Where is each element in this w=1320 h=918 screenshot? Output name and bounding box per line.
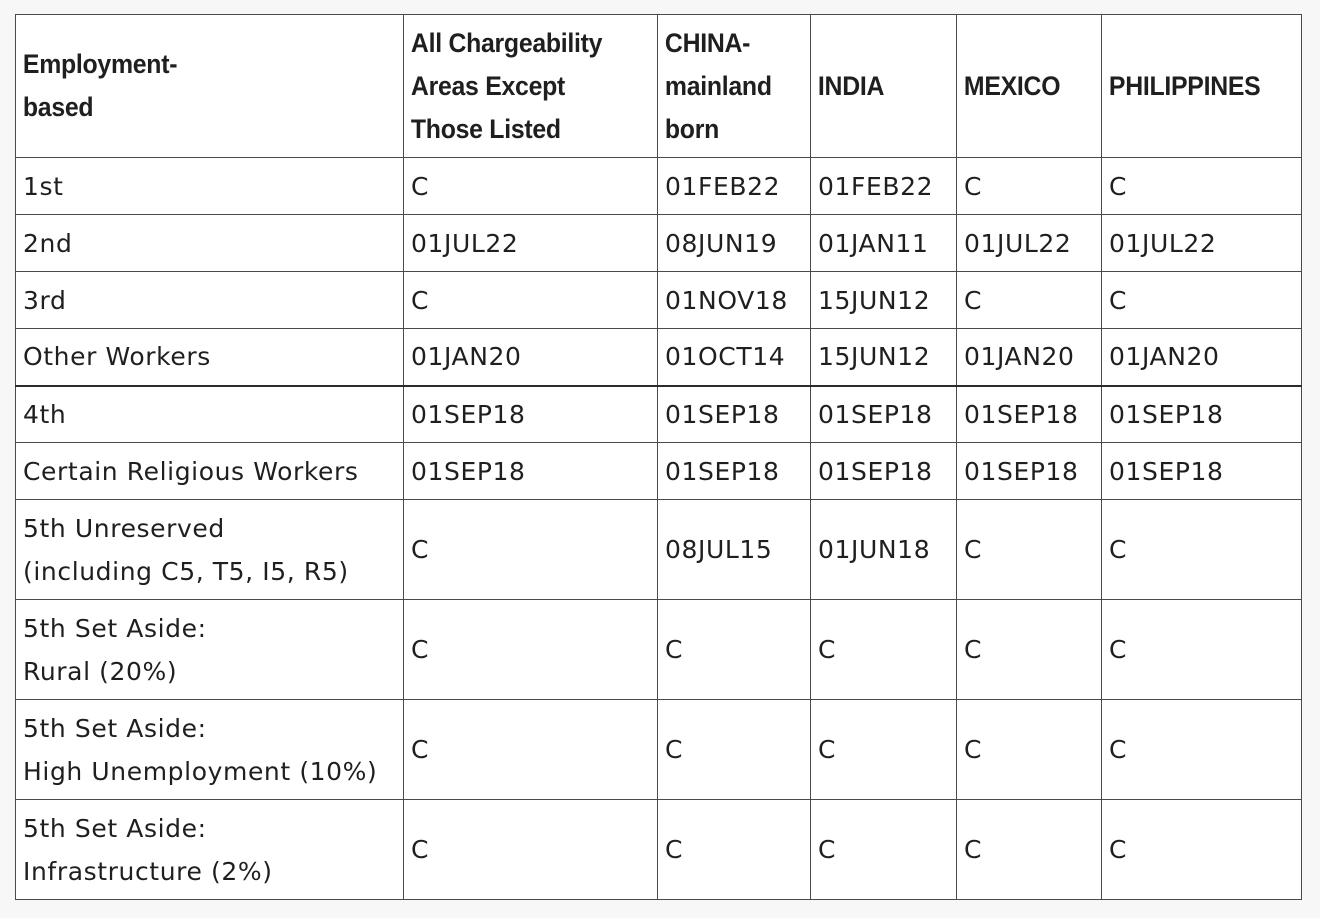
table-cell: 01SEP18 bbox=[811, 386, 957, 443]
table-cell: C bbox=[957, 500, 1102, 600]
table-cell: C bbox=[658, 600, 811, 700]
header-text-line: Employment- bbox=[22, 49, 177, 79]
table-cell: 01JUL22 bbox=[404, 215, 658, 272]
table-row bbox=[16, 500, 1302, 600]
row-label-line: 5th Unreserved bbox=[23, 513, 225, 543]
header-text-line: born bbox=[664, 113, 719, 144]
table-cell: 01JAN20 bbox=[1102, 329, 1302, 386]
table-cell: C bbox=[404, 600, 658, 700]
table-cell: C bbox=[404, 700, 658, 800]
row-label-line: High Unemployment (10%) bbox=[23, 756, 378, 786]
table-cell: C bbox=[957, 700, 1102, 800]
table-cell: 01SEP18 bbox=[957, 386, 1102, 443]
table-cell: C bbox=[1102, 272, 1302, 329]
table-cell: C bbox=[811, 700, 957, 800]
column-header-mexico bbox=[957, 15, 1090, 158]
row-label-cell bbox=[16, 386, 404, 443]
row-label-line: 5th Set Aside: bbox=[23, 813, 207, 843]
table-cell: C bbox=[811, 600, 957, 700]
table-cell: 01SEP18 bbox=[957, 443, 1102, 500]
table-cell: C bbox=[957, 800, 1102, 900]
table-cell: 08JUN19 bbox=[658, 215, 811, 272]
header-text-line: INDIA bbox=[817, 70, 884, 101]
row-label-line: 4th bbox=[23, 399, 67, 429]
row-label-cell bbox=[16, 272, 404, 329]
table-cell: C bbox=[957, 600, 1102, 700]
table-row bbox=[16, 329, 1302, 386]
header-text-line: All Chargeability bbox=[410, 27, 602, 58]
column-header-philippines bbox=[1102, 15, 1286, 158]
table-cell: 15JUN12 bbox=[811, 272, 957, 329]
row-label-line: 3rd bbox=[23, 285, 67, 315]
row-label-line: Rural (20%) bbox=[23, 656, 178, 686]
column-header-employment-based bbox=[16, 15, 373, 158]
header-text-line: based bbox=[22, 92, 93, 122]
table-cell: 01SEP18 bbox=[404, 443, 658, 500]
row-label-cell bbox=[16, 800, 404, 900]
row-label-line: Infrastructure (2%) bbox=[23, 856, 273, 886]
table-cell: 01JAN11 bbox=[811, 215, 957, 272]
header-text-line: MEXICO bbox=[963, 70, 1060, 101]
header-text-line: mainland bbox=[664, 70, 772, 101]
table-row bbox=[16, 272, 1302, 329]
table-cell: 01JUN18 bbox=[811, 500, 957, 600]
table-cell: C bbox=[957, 158, 1102, 215]
table-cell: 01SEP18 bbox=[658, 443, 811, 500]
row-label-line: Other Workers bbox=[23, 342, 211, 372]
table-header-row bbox=[16, 15, 1302, 158]
table-cell: 15JUN12 bbox=[811, 329, 957, 386]
table-cell: C bbox=[404, 500, 658, 600]
row-label-cell bbox=[16, 158, 404, 215]
header-text-line: CHINA- bbox=[664, 27, 750, 58]
table-cell: 01FEB22 bbox=[811, 158, 957, 215]
table-row bbox=[16, 700, 1302, 800]
table-row bbox=[16, 215, 1302, 272]
table-cell: C bbox=[957, 272, 1102, 329]
row-label-line: 5th Set Aside: bbox=[23, 613, 207, 643]
table-row bbox=[16, 800, 1302, 900]
header-text-line: Areas Except bbox=[410, 70, 565, 101]
table-cell: C bbox=[658, 700, 811, 800]
row-label-line: 1st bbox=[23, 171, 64, 201]
table-row bbox=[16, 600, 1302, 700]
row-label-cell bbox=[16, 600, 404, 700]
table-row bbox=[16, 443, 1302, 500]
table-row bbox=[16, 158, 1302, 215]
table-cell: C bbox=[811, 800, 957, 900]
row-label-cell bbox=[16, 700, 404, 800]
table-cell: 01JUL22 bbox=[1102, 215, 1302, 272]
table-cell: 01OCT14 bbox=[658, 329, 811, 386]
table-cell: C bbox=[1102, 500, 1302, 600]
table-cell: 01SEP18 bbox=[404, 386, 658, 443]
table-cell: C bbox=[1102, 700, 1302, 800]
row-label-cell bbox=[16, 500, 404, 600]
table-cell: 01SEP18 bbox=[1102, 386, 1302, 443]
column-header-india bbox=[811, 15, 945, 158]
header-text-line: PHILIPPINES bbox=[1108, 70, 1260, 101]
table-cell: 01JAN20 bbox=[404, 329, 658, 386]
table-cell: C bbox=[1102, 158, 1302, 215]
row-label-line: Certain Religious Workers bbox=[23, 456, 359, 486]
header-text-line: Those Listed bbox=[410, 113, 561, 144]
row-label-line: 5th Set Aside: bbox=[23, 713, 207, 743]
table-cell: C bbox=[1102, 600, 1302, 700]
table-cell: 01JAN20 bbox=[957, 329, 1102, 386]
table-cell: 01SEP18 bbox=[1102, 443, 1302, 500]
table-cell: 08JUL15 bbox=[658, 500, 811, 600]
table-cell: C bbox=[404, 158, 658, 215]
table-cell: 01SEP18 bbox=[658, 386, 811, 443]
row-label-line: 2nd bbox=[23, 228, 73, 258]
table-cell: C bbox=[404, 800, 658, 900]
row-label-cell bbox=[16, 443, 404, 500]
table-cell: 01FEB22 bbox=[658, 158, 811, 215]
table-cell: 01SEP18 bbox=[811, 443, 957, 500]
table-cell: 01JUL22 bbox=[957, 215, 1102, 272]
row-label-cell bbox=[16, 329, 404, 386]
table-cell: C bbox=[658, 800, 811, 900]
column-header-china bbox=[658, 15, 799, 158]
table-cell: C bbox=[1102, 800, 1302, 900]
table-cell: 01NOV18 bbox=[658, 272, 811, 329]
table-cell: C bbox=[404, 272, 658, 329]
column-header-all-chargeability bbox=[404, 15, 638, 158]
table-row bbox=[16, 386, 1302, 443]
row-label-line: (including C5, T5, I5, R5) bbox=[23, 556, 349, 586]
final-action-dates-table bbox=[15, 14, 1302, 900]
row-label-cell bbox=[16, 215, 404, 272]
